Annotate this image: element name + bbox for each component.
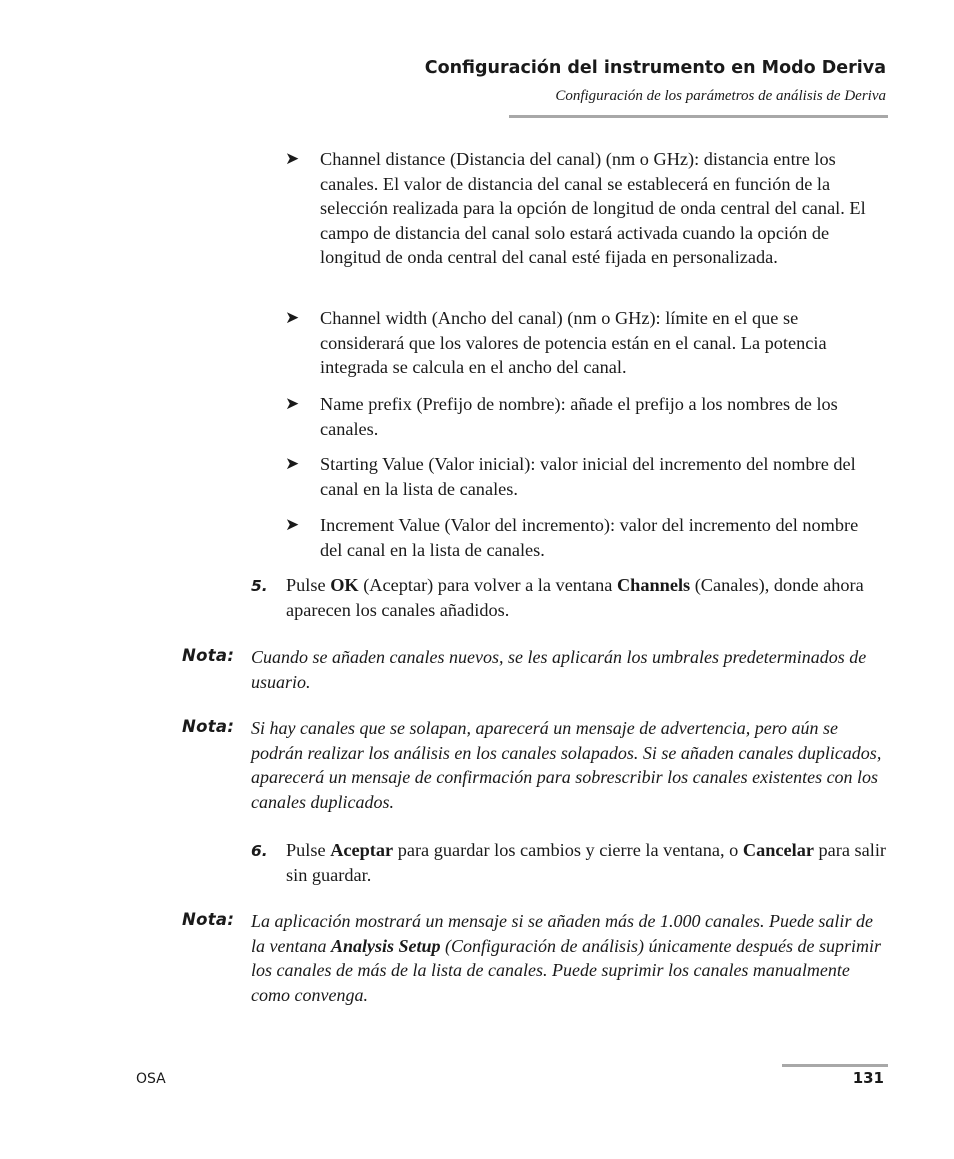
bullet-starting-value	[285, 452, 885, 501]
note-label: Nota:	[182, 646, 235, 665]
note-text: Si hay canales que se solapan, aparecerá un mensaje de advertencia, pero aún se podrán realizar los análisis en los canales solapados. Si se añaden canales duplicados, aparecerá un mensaje de confirmación para sobrescribir los canales existentes con los canales duplicados.	[251, 718, 882, 812]
bullet-arrow-icon: ➤	[285, 394, 300, 413]
bullet-channel-width	[285, 306, 885, 380]
bullet-increment-value	[285, 513, 885, 562]
page-number: 131	[852, 1069, 884, 1087]
note-text-part: La aplicación mostrará un mensaje si se añaden más de 1.000 canales. Puede salir de la ventana	[251, 911, 873, 956]
step-text-part: Pulse	[286, 575, 331, 595]
bullet-arrow-icon: ➤	[285, 149, 300, 168]
bullet-text: Channel distance (Distancia del canal) (nm o GHz): distancia entre los canales. El valor de distancia del canal se establecerá en función de la selección realizada para la opción de longitud de onda central del canal. El campo de distancia del canal solo estará activada cuando la opción de longitud de onda central del canal esté fijada en personalizada.	[320, 149, 866, 267]
step-text	[286, 573, 887, 622]
step-text-part: (Canales), donde ahora aparecen los canales añadidos.	[286, 575, 864, 620]
note-3	[182, 909, 887, 1007]
step-text-part: (Aceptar) para volver a la ventana	[358, 575, 617, 595]
step-5	[251, 573, 887, 622]
note-text-part: (Configuración de análisis) únicamente después de suprimir los canales de más de la lista de canales. Puede suprimir los canales manualmente como convenga.	[251, 935, 881, 1005]
footer-product-name: OSA	[136, 1071, 166, 1087]
aceptar-ui-label: Aceptar	[330, 840, 394, 860]
note-text: Cuando se añaden canales nuevos, se les aplicarán los umbrales predeterminados de usuario.	[251, 647, 867, 692]
bullet-text: Starting Value (Valor inicial): valor inicial del incremento del nombre del canal en la lista de canales.	[320, 454, 856, 499]
note-text	[251, 909, 887, 1007]
note-label: Nota:	[182, 717, 235, 736]
channels-ui-label: Channels	[616, 575, 691, 595]
bullet-arrow-icon: ➤	[285, 308, 300, 327]
step-text	[286, 838, 887, 887]
bullet-name-prefix	[285, 392, 885, 441]
step-text-part: para salir sin guardar.	[286, 840, 887, 885]
step-6	[251, 838, 887, 887]
step-number: 5.	[251, 577, 268, 595]
bullet-text: Name prefix (Prefijo de nombre): añade el prefijo a los nombres de los canales.	[320, 394, 838, 439]
header-rule	[509, 115, 888, 118]
analysis-setup-ui-label: Analysis Setup	[330, 935, 441, 956]
note-2	[182, 716, 887, 814]
bullet-arrow-icon: ➤	[285, 515, 300, 534]
ok-ui-label: OK	[330, 575, 359, 595]
bullet-arrow-icon: ➤	[285, 454, 300, 473]
running-header-title: Configuración del instrumento en Modo Deriva	[424, 58, 886, 78]
step-text-part: para guardar los cambios y cierre la ventana, o	[393, 840, 743, 860]
step-number: 6.	[251, 842, 268, 860]
bullet-text: Increment Value (Valor del incremento): valor del incremento del nombre del canal en la lista de canales.	[320, 515, 859, 560]
running-header-subtitle: Configuración de los parámetros de análisis de Deriva	[555, 88, 886, 104]
bullet-channel-distance	[285, 147, 885, 270]
note-label: Nota:	[182, 910, 235, 929]
note-1	[182, 645, 887, 694]
footer-rule	[782, 1064, 888, 1067]
step-text-part: Pulse	[286, 840, 331, 860]
cancelar-ui-label: Cancelar	[742, 840, 814, 860]
bullet-text: Channel width (Ancho del canal) (nm o GHz): límite en el que se considerará que los valores de potencia están en el canal. La potencia integrada se calcula en el ancho del canal.	[320, 308, 827, 377]
